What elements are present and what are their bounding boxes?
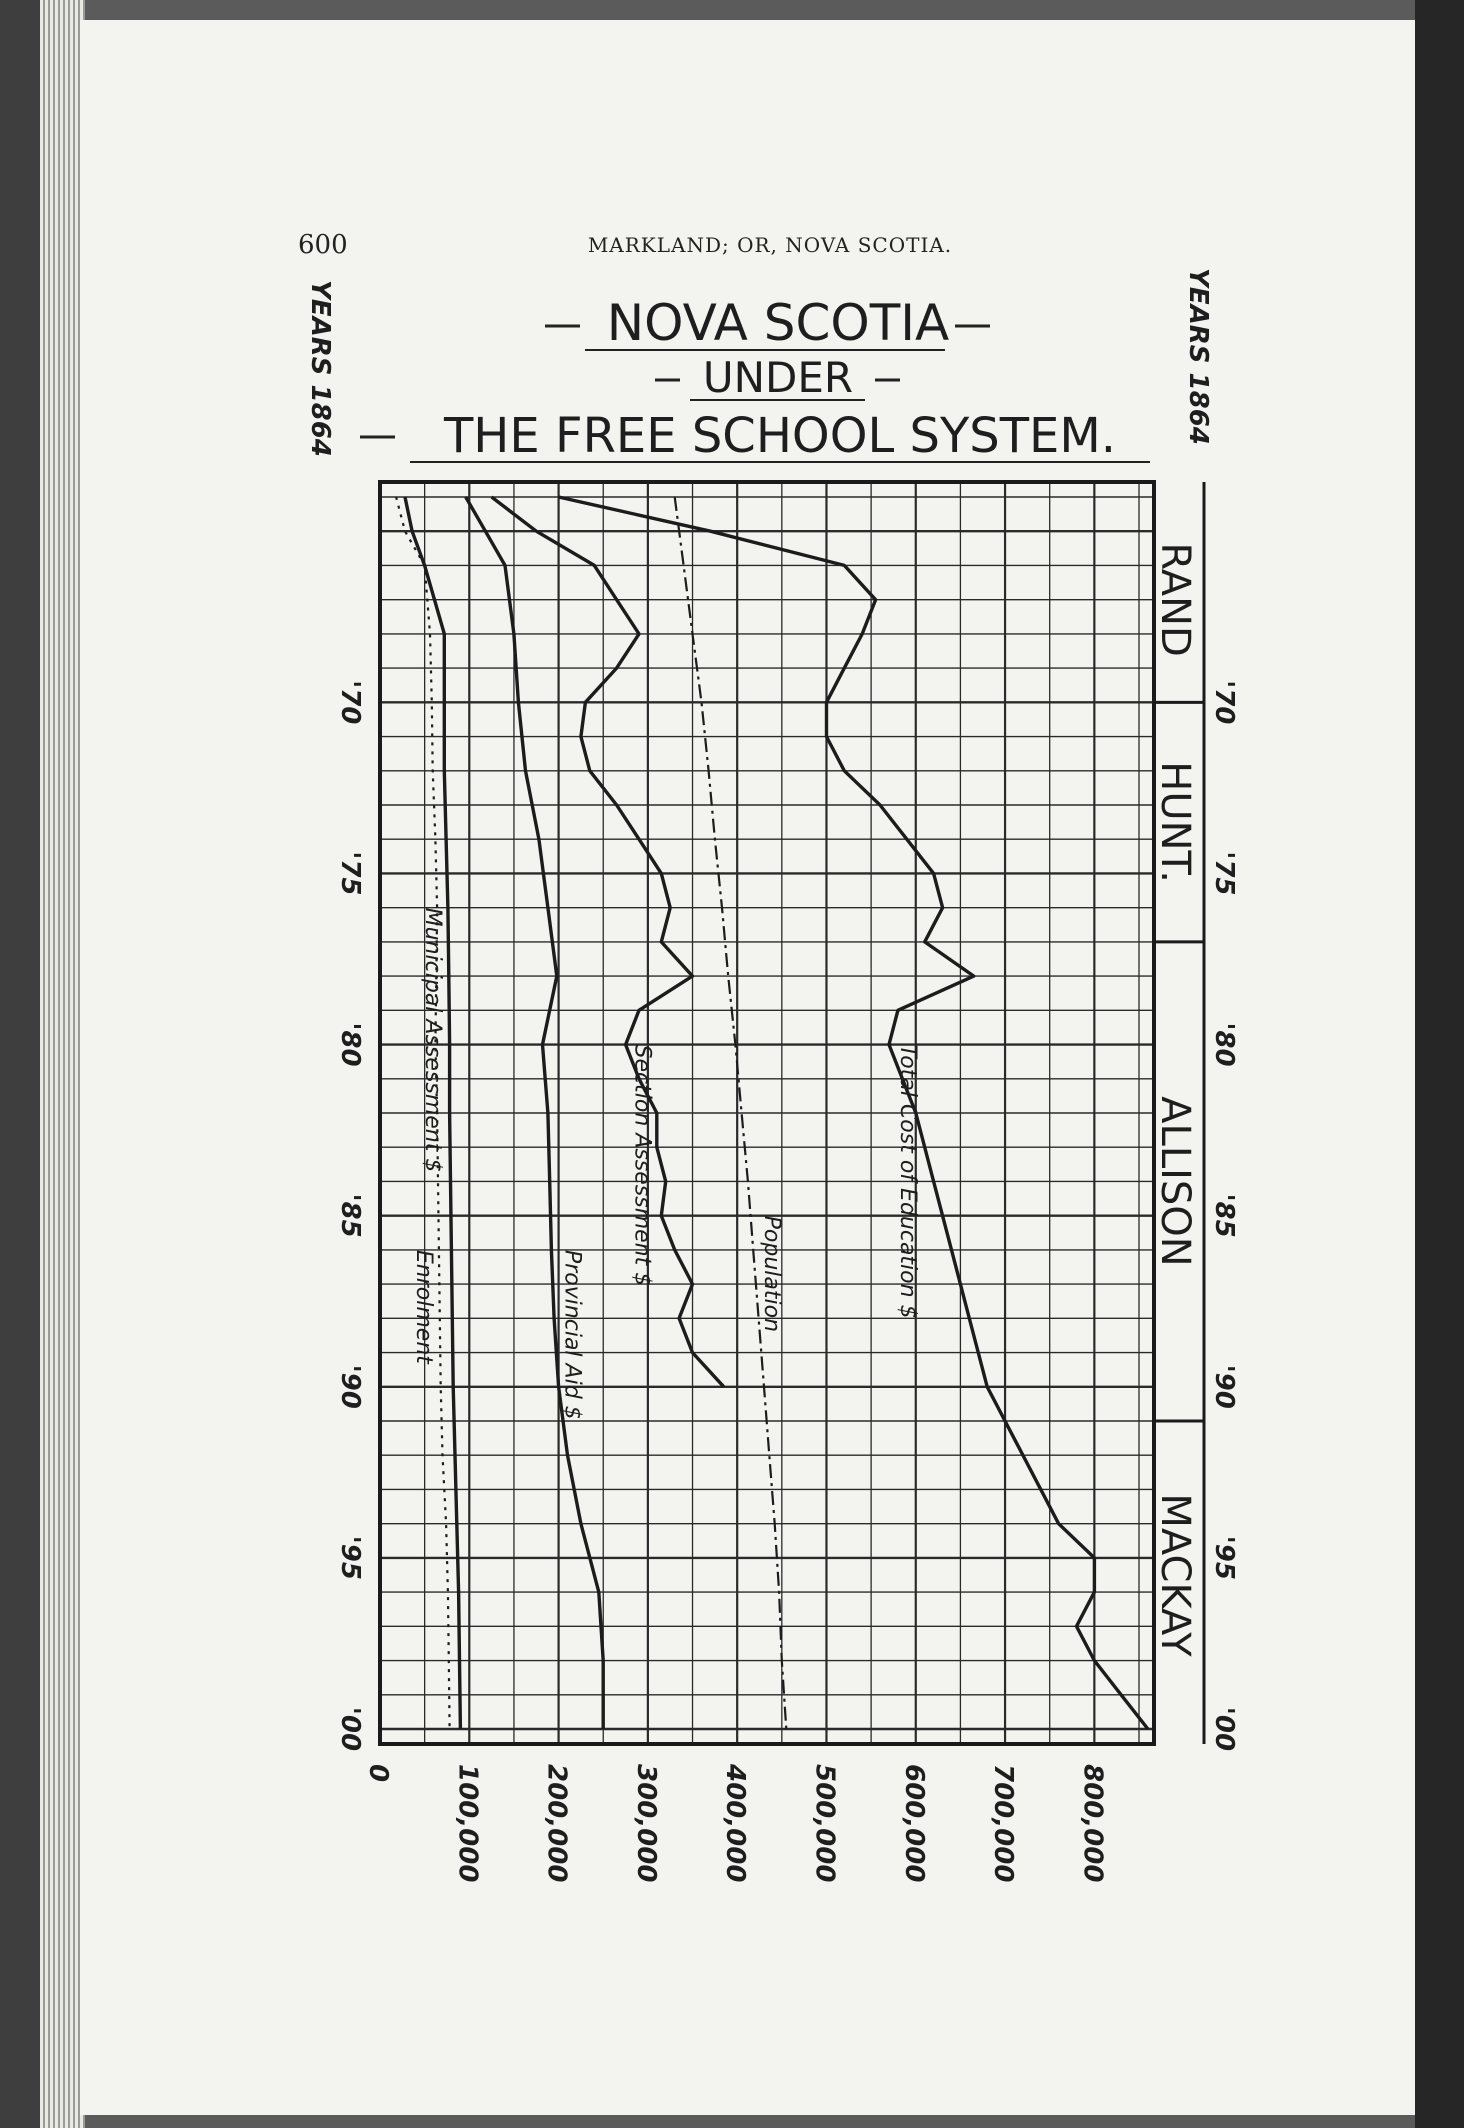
grid [380,482,1154,1744]
x-tick-label-right: '70 [1209,680,1239,725]
years-label-left: YEARS 1864 [305,280,335,457]
government-label: ALLISON [1152,1096,1198,1267]
x-tick-label-left: '85 [335,1193,365,1238]
chart-title-line2: THE FREE SCHOOL SYSTEM. [443,408,1117,464]
series-label: Section Assessment $ [629,1044,655,1287]
x-tick-label-right: '80 [1209,1022,1239,1067]
series-label: Total Cost of Education $ [894,1044,920,1319]
x-tick-label-left: '75 [335,851,365,896]
x-tick-label-right: '95 [1209,1535,1239,1580]
y-tick-label: 200,000 [541,1764,572,1883]
axis-ticks [335,680,1239,1882]
series-label: Provincial Aid $ [559,1249,585,1420]
series-label: Population [759,1215,785,1333]
x-tick-label-left: '70 [335,680,365,725]
x-tick-label-left: '90 [335,1364,365,1409]
government-label: RAND [1152,542,1198,657]
government-label: MACKAY [1152,1493,1198,1657]
series-label: Municipal Assessment $ [419,907,445,1173]
years-label-right: YEARS 1864 [1183,268,1213,445]
series-label: Enrolment [410,1249,436,1364]
x-tick-label-left: '80 [335,1022,365,1067]
y-tick-label: 500,000 [809,1764,840,1883]
y-tick-label: 400,000 [720,1764,751,1883]
y-tick-label: 600,000 [898,1764,929,1883]
government-label: HUNT. [1152,761,1198,883]
chart-title: NOVA SCOTIA [606,294,950,352]
y-tick-label: 700,000 [988,1764,1019,1883]
running-title: MARKLAND; OR, NOVA SCOTIA. [587,233,953,257]
x-tick-label-right: '90 [1209,1364,1239,1409]
chart-subtitle: UNDER [702,353,854,402]
series-labels [411,908,920,1420]
government-periods [1152,482,1204,1744]
x-tick-label-right: '85 [1209,1193,1239,1238]
x-tick-label-left: '00 [335,1706,365,1752]
y-tick-label: 800,000 [1077,1764,1108,1883]
x-tick-label-right: '00 [1209,1706,1239,1752]
x-tick-label-left: '95 [335,1535,365,1580]
y-tick-label: 300,000 [630,1764,661,1883]
y-tick-label: 0 [363,1764,393,1783]
page-number: 600 [298,230,348,260]
y-tick-label: 100,000 [452,1764,483,1883]
x-tick-label-right: '75 [1209,851,1239,896]
